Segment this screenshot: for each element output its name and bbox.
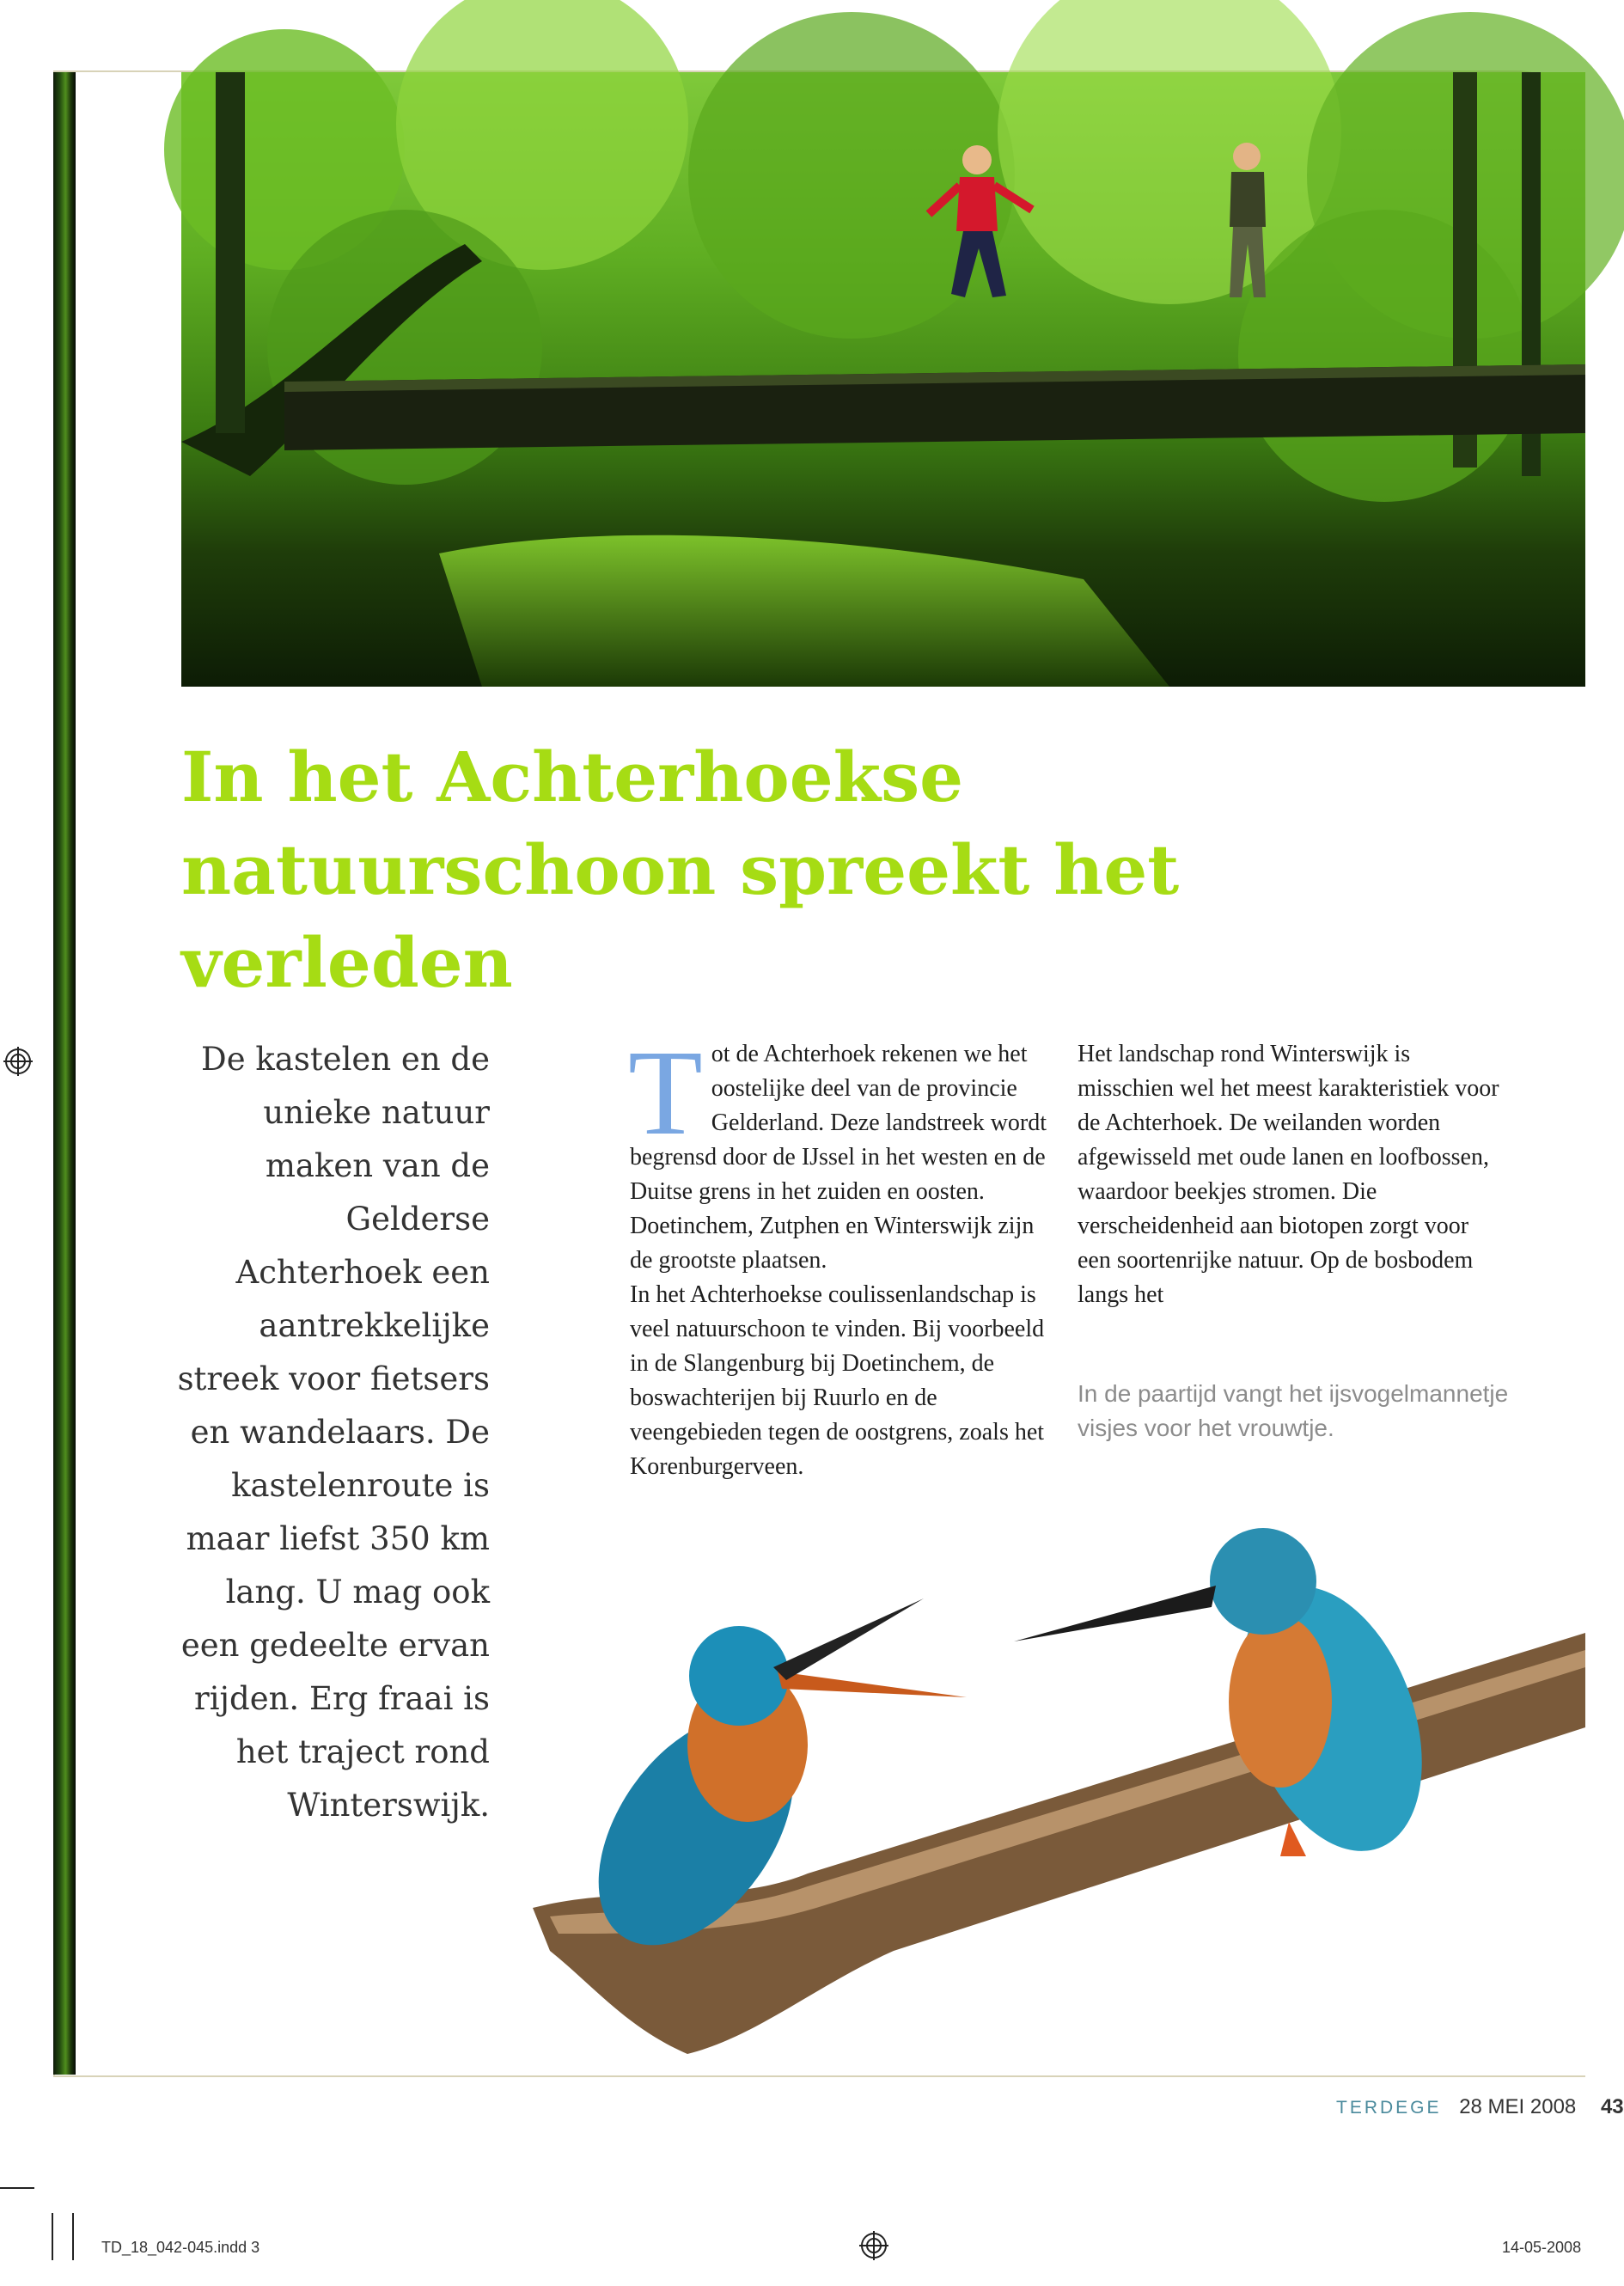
intro-text: De kastelen en de unieke natuur maken van de Gelderse Achterhoek een aantrekkelijke streek voor fietsers en wandelaars. De kastelenroute is maar liefst 350 km lang. U mag ook een gedeelte ervan rijden. Erg fraai is het traject rond Winterswijk.	[177, 1041, 490, 1824]
registration-mark-icon	[859, 2231, 888, 2260]
slug-date: 14-05-2008	[1502, 2239, 1582, 2256]
photo-caption: In de paartijd vangt het ijsvogelmannetje visjes voor het vrouwtje.	[1078, 1380, 1509, 1441]
crop-mark	[0, 2187, 34, 2189]
issue-date: 28 MEI 2008	[1459, 2095, 1577, 2118]
body-paragraph-2: In het Achterhoekse coulissenlandschap is veel natuurschoon te vinden. Bij voorbeeld in de Slangenburg bij Doetinchem, de boswachterijen bij Ruurlo en de veengebieden tegen de oostgrens, zoals het Korenburgerveen.	[630, 1281, 1045, 1480]
page-folio	[1336, 2095, 1624, 2119]
body-paragraph-3: Het landschap rond Winterswijk is misschien wel het meest karakteristiek voor de Achterhoek. De weilanden worden afgewisseld met oude lanen en loofbossen, waardoor beekjes stromen. Die verscheidenheid aan biotopen zorgt voor een soortenrijke natuur. Op de bosbodem langs het	[1078, 1041, 1499, 1308]
hero-photo-forest-bridge	[181, 72, 1585, 687]
body-column-1	[628, 1024, 1059, 1484]
slug-filename: TD_18_042-045.indd 3	[101, 2239, 260, 2256]
page-title: In het Achterhoekse natuurschoon spreekt het verleden	[181, 737, 1180, 1003]
hero-illustration	[181, 72, 1585, 687]
body-column-2	[1078, 1037, 1507, 1312]
page-number: 43	[1600, 2095, 1624, 2118]
magazine-name: TERDEGE	[1336, 2098, 1442, 2118]
drop-cap: T	[628, 1024, 703, 1160]
crop-mark	[52, 2213, 53, 2260]
kingfishers-photo	[533, 1504, 1585, 2063]
crop-mark	[72, 2213, 74, 2260]
body-paragraph-1: ot de Achterhoek rekenen we het oostelijke deel van de provincie Gelderland. Deze landstreek wordt begrensd door de IJssel in het westen en de Duitse grens in het zuiden en oosten. Doetinchem, Zutphen en Winterswijk zijn de grootste plaatsen.	[630, 1041, 1047, 1274]
left-photo-strip	[53, 72, 76, 2075]
registration-mark-icon	[3, 1047, 33, 1076]
